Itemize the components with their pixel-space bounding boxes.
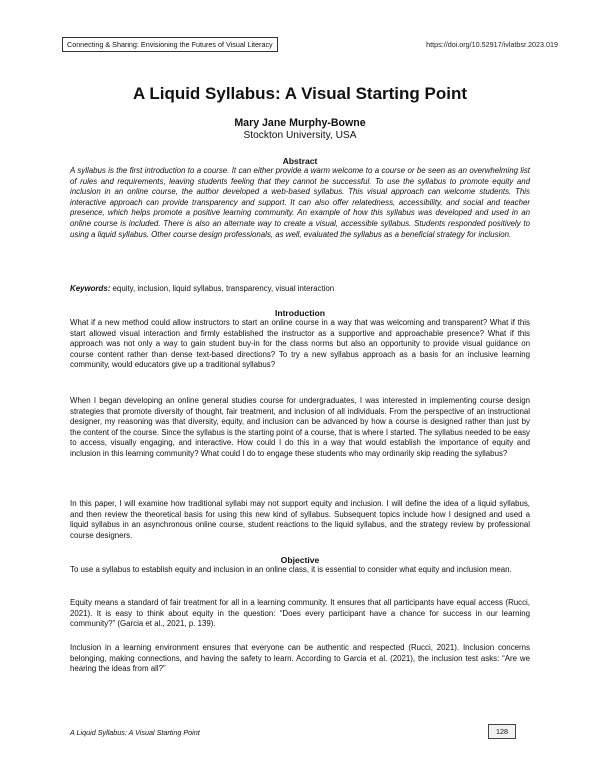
doi-link[interactable]: https://doi.org/10.52917/ivlatbsr.2023.019: [426, 40, 558, 49]
journal-name: Connecting & Sharing: Envisioning the Futures of Visual Literacy: [62, 37, 278, 52]
objective-paragraph-1: To use a syllabus to establish equity and inclusion in an online class, it is essential to consider what equity and inclusion mean.: [70, 565, 512, 574]
keywords: [70, 284, 530, 295]
footer-running-title: A Liquid Syllabus: A Visual Starting Point: [70, 728, 200, 737]
running-header: [62, 37, 558, 52]
intro-paragraph-1: What if a new method could allow instructors to start an online course in a way that was welcoming and transparent? What if this start allowed visual interaction and firmly established the instructor as a supportive and approachable presence? What if this approach was not only a way to gain student buy-in for the class norms but also an opportunity to provide visual guidance on course content rather than dense text-based directions? To try a new syllabus approach as a basis for an inclusive learning community, would educators give up a traditional syllabus?: [70, 318, 530, 370]
keywords-text: equity, inclusion, liquid syllabus, transparency, visual interaction: [110, 284, 335, 293]
paper-title: A Liquid Syllabus: A Visual Starting Point: [132, 84, 468, 103]
author-name: Mary Jane Murphy-Bowne: [234, 117, 366, 129]
objective-paragraph-3: Inclusion in a learning environment ensures that everyone can be authentic and respected (Rucci, 2021). Inclusion concerns belonging, making connections, and having the safety to learn. According to Garcia et al. (2021), the inclusion test asks: “Are we hearing the ideas from all?”: [70, 643, 530, 674]
objective-heading: Objective: [280, 555, 320, 565]
author-affiliation: Stockton University, USA: [243, 130, 357, 141]
page-number: 128: [488, 724, 516, 739]
abstract-text: A syllabus is the first introduction to a course. It can either provide a warm welcome to a course or be seen as an overwhelming list of rules and requirements, leaving students feeling that they cannot be successful. To use the syllabus to promote equity and inclusion in an online course, the author developed a web-based syllabus. This visual approach can welcome students. This interactive approach can provide transparency and support. It can also offer relatedness, accessibility, and social and teacher presence, which helps promote a positive learning community. An example of how this syllabus was developed and used in an online course is included. There is also an alternate way to create a visual, accessible syllabus. Students responded positively to using a liquid syllabus. Other course design professionals, as well, evaluated the syllabus as a beneficial strategy for inclusion.: [70, 166, 530, 239]
intro-paragraph-3: In this paper, I will examine how traditional syllabi may not support equity and inclusion. I will define the idea of a liquid syllabus, and then review the theoretical basis for using this new kind of syllabus. Subsequent topics include how I designed and used a liquid syllabus in an asynchronous online course, student reactions to the liquid syllabus, and the strategy review by professional course designers.: [70, 499, 530, 540]
intro-paragraph-2: When I began developing an online general studies course for undergraduates, I was interested in implementing course design strategies that promote diversity of thought, fair treatment, and inclusion of all individuals. From the perspective of an instructional designer, my reasoning was that diversity, equity, and inclusion can be advanced by how a course is designed rather than just by the content of the course. Since the syllabus is the starting point of a course, that is where I started. The syllabus needed to be easy to access, visually engaging, and interactive. How could I do this in a way that would establish the importance of equity and inclusion in this learning community? What could I do to engage these students who may ordinarily skip reading the syllabus?: [70, 396, 530, 458]
keywords-label: Keywords:: [70, 284, 111, 293]
introduction-heading: Introduction: [274, 308, 326, 318]
abstract-heading: Abstract: [282, 156, 318, 166]
objective-paragraph-2: Equity means a standard of fair treatment for all in a learning community. It ensures that all participants have equal access (Rucci, 2021). It is easy to think about equity in the question: “Does every participant have a chance for success in our learning community?” (Garcia et al., 2021, p. 139).: [70, 598, 530, 629]
